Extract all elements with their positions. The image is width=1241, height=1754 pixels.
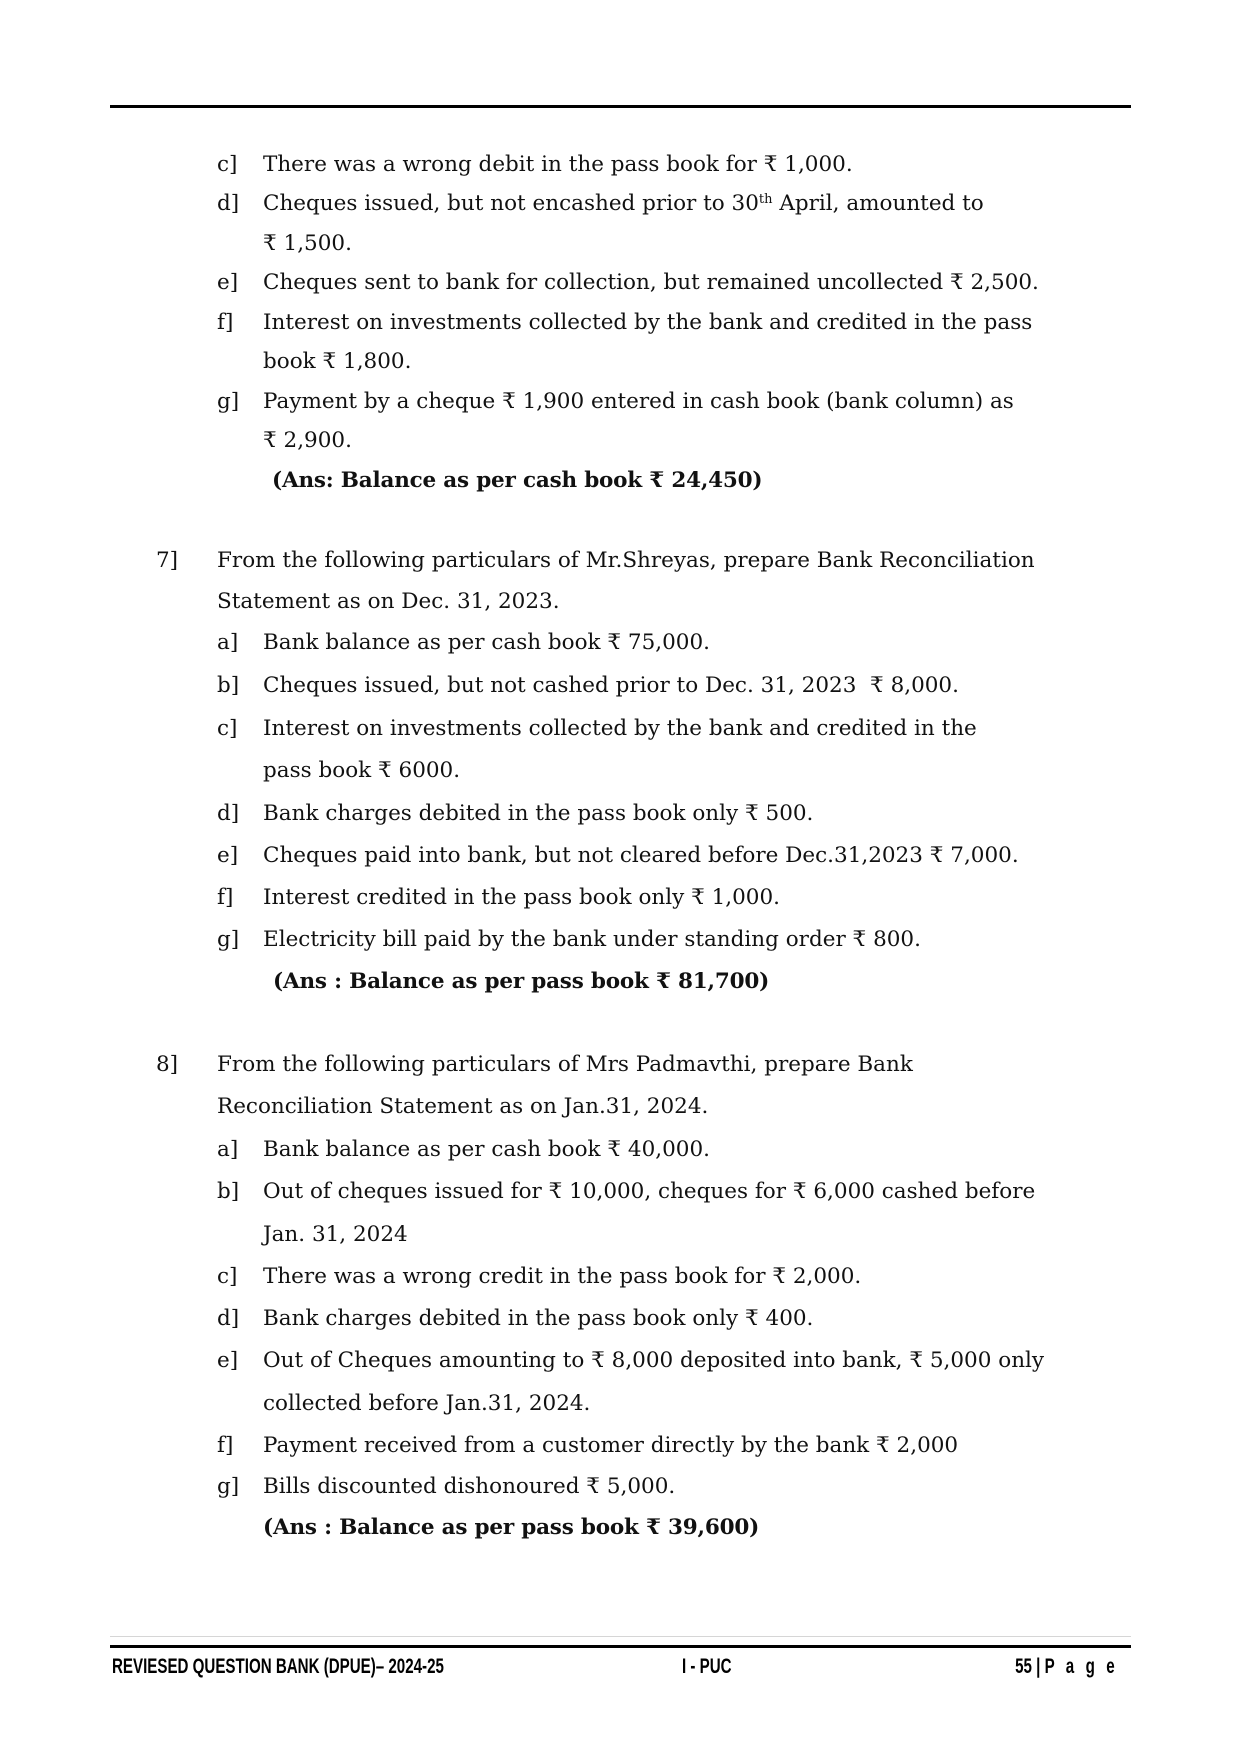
item-text: Payment by a cheque ₹ 1,900 entered in cash book (bank column) as — [263, 389, 1014, 414]
answer-text: (Ans : Balance as per pass book ₹ 39,600) — [263, 1515, 760, 1540]
question-stem-continued: Reconciliation Statement as on Jan.31, 2024. — [217, 1094, 709, 1119]
footer-rule-thin — [110, 1636, 1131, 1637]
item-marker: c] — [217, 152, 238, 177]
item-text: Bills discounted dishonoured ₹ 5,000. — [263, 1474, 676, 1499]
item-text: Interest on investments collected by the bank and credited in the pass — [263, 310, 1033, 335]
item-text: There was a wrong debit in the pass book for ₹ 1,000. — [263, 152, 853, 177]
item-text: Bank balance as per cash book ₹ 40,000. — [263, 1137, 710, 1162]
item-marker: d] — [217, 801, 240, 826]
item-marker: g] — [217, 389, 240, 414]
page-separator: | — [1035, 1655, 1041, 1678]
item-text: Out of cheques issued for ₹ 10,000, cheques for ₹ 6,000 cashed before — [263, 1179, 1036, 1204]
question-number: 8] — [156, 1052, 179, 1077]
item-marker: e] — [217, 270, 239, 295]
item-text: Interest credited in the pass book only ₹ 1,000. — [263, 885, 780, 910]
item-text: Cheques issued, but not cashed prior to Dec. 31, 2023 ₹ 8,000. — [263, 673, 959, 698]
header-rule — [110, 105, 1131, 108]
item-text-continued: collected before Jan.31, 2024. — [263, 1391, 591, 1416]
item-marker: c] — [217, 716, 238, 741]
question-stem: From the following particulars of Mr.Shreyas, prepare Bank Reconciliation — [217, 548, 1035, 573]
item-marker: g] — [217, 1474, 240, 1499]
superscript: th — [758, 192, 773, 207]
item-text: Payment received from a customer directly by the bank ₹ 2,000 — [263, 1433, 959, 1458]
item-marker: a] — [217, 1137, 239, 1162]
item-marker: f] — [217, 1433, 234, 1458]
item-text-continued: pass book ₹ 6000. — [263, 758, 461, 783]
answer-text: (Ans: Balance as per cash book ₹ 24,450) — [272, 468, 763, 493]
item-text: Out of Cheques amounting to ₹ 8,000 deposited into bank, ₹ 5,000 only — [263, 1348, 1045, 1373]
answer-text: (Ans : Balance as per pass book ₹ 81,700) — [273, 969, 770, 994]
item-marker: c] — [217, 1264, 238, 1289]
item-marker: d] — [217, 191, 240, 216]
item-text-part: Cheques issued, but not encashed prior to 30 — [263, 191, 759, 216]
item-text: Electricity bill paid by the bank under standing order ₹ 800. — [263, 927, 921, 952]
item-marker: e] — [217, 843, 239, 868]
item-text-continued: book ₹ 1,800. — [263, 349, 412, 374]
item-marker: b] — [217, 1179, 240, 1204]
page-word: P a g e — [1044, 1655, 1118, 1678]
footer-class: I - PUC — [682, 1655, 732, 1678]
footer-rule — [110, 1645, 1131, 1648]
item-text-continued: ₹ 2,900. — [263, 428, 352, 453]
item-marker: f] — [217, 310, 234, 335]
item-marker: a] — [217, 630, 239, 655]
item-marker: b] — [217, 673, 240, 698]
item-text: Cheques paid into bank, but not cleared before Dec.31,2023 ₹ 7,000. — [263, 843, 1019, 868]
item-text: Bank charges debited in the pass book only ₹ 500. — [263, 801, 814, 826]
footer-title: REVIESED QUESTION BANK (DPUE)– 2024-25 — [112, 1655, 444, 1678]
page-number: 55 — [1014, 1655, 1032, 1678]
item-text-part: April, amounted to — [772, 191, 984, 216]
question-stem: From the following particulars of Mrs Padmavthi, prepare Bank — [217, 1052, 913, 1077]
item-text: Cheques sent to bank for collection, but remained uncollected ₹ 2,500. — [263, 270, 1039, 295]
item-marker: f] — [217, 885, 234, 910]
item-text: There was a wrong credit in the pass book for ₹ 2,000. — [263, 1264, 862, 1289]
item-marker: d] — [217, 1306, 240, 1331]
item-marker: e] — [217, 1348, 239, 1373]
item-text: Interest on investments collected by the bank and credited in the — [263, 716, 977, 741]
item-text: Bank balance as per cash book ₹ 75,000. — [263, 630, 710, 655]
item-text-continued: ₹ 1,500. — [263, 231, 352, 256]
item-marker: g] — [217, 927, 240, 952]
item-text-continued: Jan. 31, 2024 — [263, 1222, 408, 1247]
item-text: Bank charges debited in the pass book only ₹ 400. — [263, 1306, 814, 1331]
footer-page — [1015, 1655, 1118, 1679]
question-number: 7] — [156, 548, 179, 573]
item-text — [263, 191, 984, 217]
question-stem-continued: Statement as on Dec. 31, 2023. — [217, 589, 560, 614]
